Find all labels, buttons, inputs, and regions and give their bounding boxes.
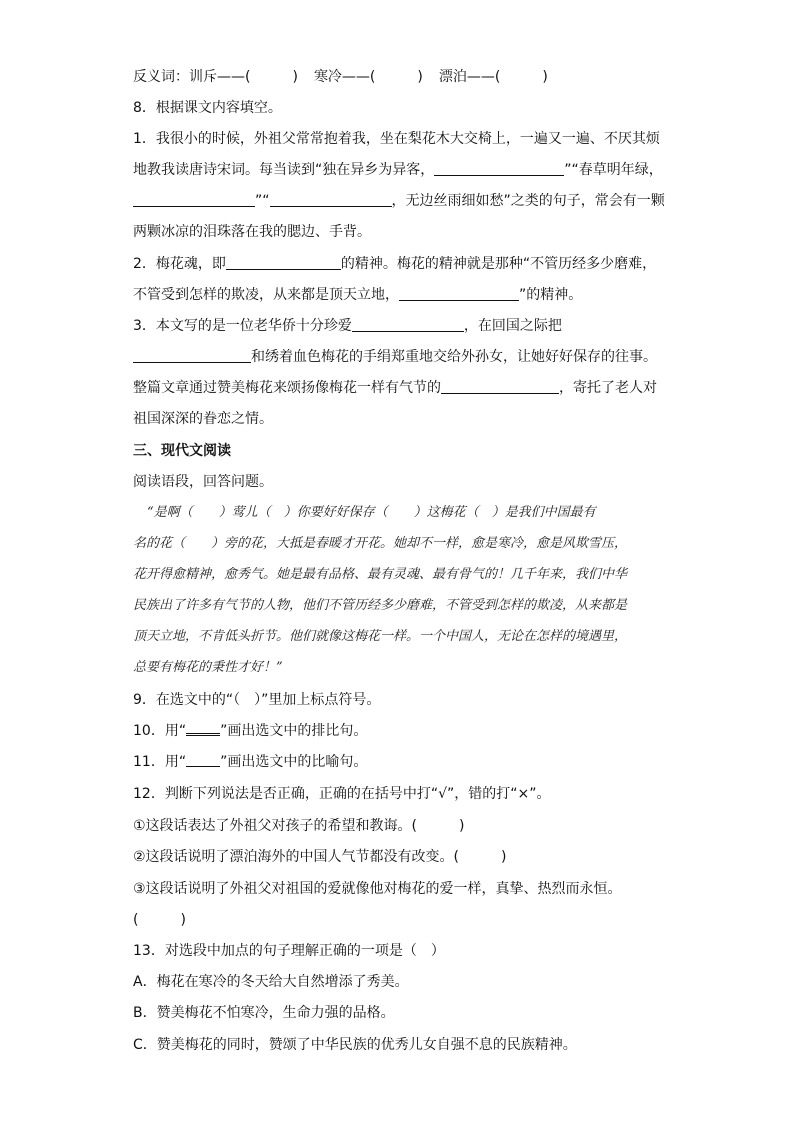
passage-line: 名的花（ ）旁的花，大抵是春暖才开花。她却不一样，愈是寒冷，愈是风欺雪压，	[133, 536, 628, 551]
answer-blank[interactable]	[270, 192, 392, 207]
text: ，在回国之际把	[463, 318, 562, 334]
antonym-1: 训斥——(	[189, 69, 251, 85]
section-instruction: 阅读语段，回答问题。	[133, 474, 273, 490]
q8-p3-line2	[133, 347, 657, 367]
text: 3．本文写的是一位老华侨十分珍爱	[133, 318, 352, 334]
passage-line: 总要有梅花的秉性才好！”	[133, 660, 283, 675]
underline-sample	[186, 721, 220, 736]
text: 11．用“	[133, 754, 187, 770]
q8-p1-line4: 两颗冰凉的泪珠落在我的腮边、手背。	[133, 224, 371, 240]
answer-blank[interactable]	[133, 192, 255, 207]
text: 地教我读唐诗宋词。每当读到“独在异乡为异客，	[133, 162, 435, 178]
section-heading: 三、现代文阅读	[133, 443, 231, 459]
passage-line: 顶天立地，不肯低头折节。他们就像这梅花一样。一个中国人，无论在怎样的境遇里，	[133, 629, 628, 644]
text: ，寄托了老人对	[559, 380, 657, 396]
text: ”的精神。	[519, 287, 583, 303]
answer-blank[interactable]	[441, 379, 559, 394]
text: ”画出选文中的比喻句。	[220, 754, 368, 770]
q8-p1-line1: 1．我很小的时候，外祖父常常抱着我，坐在梨花木大交椅上，一遍又一遍、不厌其烦	[133, 131, 660, 147]
text: 不管受到怎样的欺凌，从来都是顶天立地，	[133, 287, 399, 303]
antonym-3: 漂泊——(	[438, 69, 501, 85]
q11	[133, 752, 367, 772]
q10	[133, 721, 367, 741]
q13-option-c[interactable]: C．赞美梅花的同时，赞颂了中华民族的优秀儿女自强不息的民族精神。	[133, 1037, 577, 1053]
q13-option-a[interactable]: A．梅花在寒冷的冬天给大自然增添了秀美。	[133, 974, 409, 990]
passage-line: 民族出了许多有气节的人物，他们不管历经多少磨难，不管受到怎样的欺凌，从来都是	[133, 598, 628, 613]
antonym-3-close: )	[542, 69, 548, 85]
text: ，无边丝雨细如愁”之类的句子，常会有一颗	[391, 193, 665, 209]
passage-line: “是啊（ ）莺儿（ ）你要好好保存（ ）这梅花（ ）是我们中国最有	[147, 505, 596, 520]
q8-p3-line4: 祖国深深的眷恋之情。	[133, 411, 273, 427]
text: 整篇文章通过赞美梅花来颂扬像梅花一样有气节的	[133, 380, 441, 396]
q12-title: 12．判断下列说法是否正确，正确的在括号中打“√”，错的打“×”。	[133, 786, 551, 802]
q8-p3-line3	[133, 378, 657, 398]
underline-sample	[186, 754, 220, 767]
q8-p3-line1	[133, 316, 562, 336]
q8-p1-line2	[133, 160, 663, 180]
text: ”“	[255, 193, 270, 209]
q12-item: ②这段话说明了漂泊海外的中国人气节都没有改变。( )	[133, 849, 507, 865]
answer-blank[interactable]	[226, 255, 341, 270]
text: 和绣着血色梅花的手绢郑重地交给外孙女，让她好好保存的往事。	[251, 349, 657, 365]
answer-blank[interactable]	[352, 317, 464, 332]
answer-blank[interactable]	[133, 348, 251, 363]
q12-item: ③这段话说明了外祖父对祖国的爱就像他对梅花的爱一样，真挚、热烈而永恒。	[133, 881, 622, 897]
text: 10．用“	[133, 723, 187, 739]
text: ”画出选文中的排比句。	[220, 723, 368, 739]
text: 的精神。梅花的精神就是那种“不管历经多少磨难，	[340, 256, 657, 272]
antonym-2-close: )	[417, 69, 423, 85]
antonym-1-close: )	[292, 69, 298, 85]
q13-option-b[interactable]: B．赞美梅花不怕寒冷，生命力强的品格。	[133, 1005, 395, 1021]
text: ”“春草明年绿，	[564, 162, 663, 178]
text: 2．梅花魂，即	[133, 256, 226, 272]
antonym-label: 反义词：	[133, 69, 189, 85]
q8-p2-line1	[133, 254, 656, 274]
q13-title: 13．对选段中加点的句子理解正确的一项是（ ）	[133, 943, 445, 959]
q8-p1-line3	[133, 191, 665, 211]
q8-title: 8．根据课文内容填空。	[133, 100, 282, 116]
antonym-line	[133, 67, 548, 87]
q12-answer-paren[interactable]: ( )	[133, 912, 186, 928]
answer-blank[interactable]	[399, 286, 519, 301]
passage-line: 花开得愈精神，愈秀气。她是最有品格、最有灵魂、最有骨气的！几千年来，我们中华	[133, 567, 628, 582]
q8-p2-line2	[133, 285, 582, 305]
q12-item: ①这段话表达了外祖父对孩子的希望和教诲。( )	[133, 818, 465, 834]
q9: 9．在选文中的“（ ）”里加上标点符号。	[133, 692, 381, 708]
answer-blank[interactable]	[434, 161, 564, 176]
antonym-2: 寒冷——(	[313, 69, 376, 85]
